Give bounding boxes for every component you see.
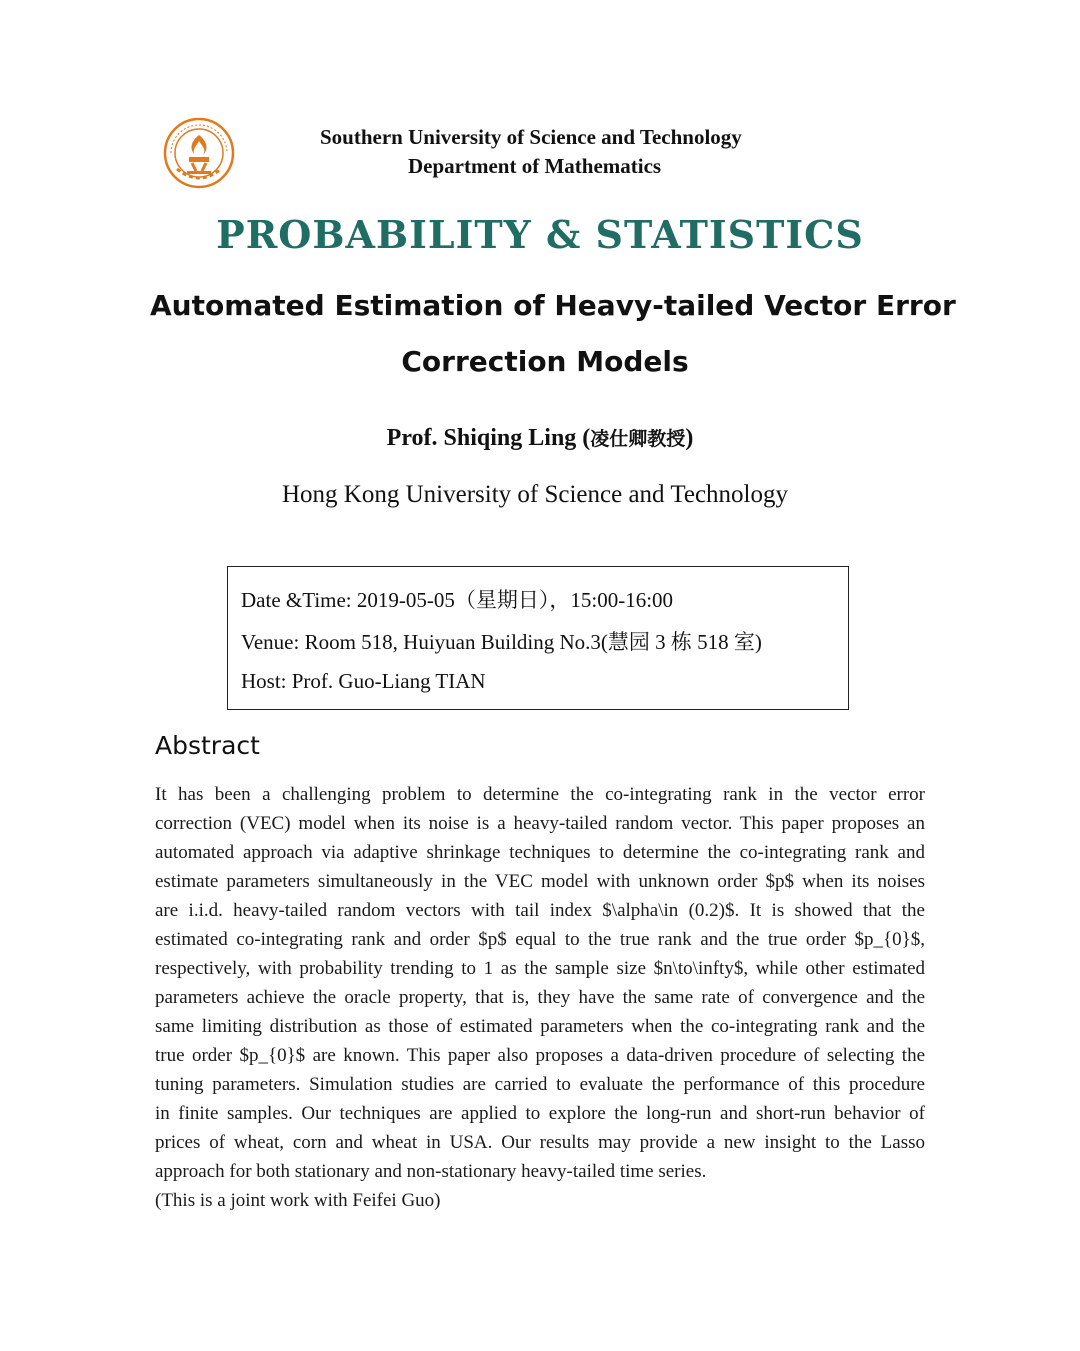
abstract-line: correction (VEC) model when its noise is a heavy-tailed random vector. This paper proposes an bbox=[155, 813, 925, 834]
abstract-line: in finite samples. Our techniques are applied to explore the long-run and short-run behavior of bbox=[155, 1103, 925, 1124]
abstract-line: It has been a challenging problem to determine the co-integrating rank in the vector error bbox=[155, 784, 925, 805]
university-name: Southern University of Science and Technology bbox=[320, 125, 742, 149]
abstract-line: tuning parameters. Simulation studies are carried to evaluate the performance of this procedure bbox=[155, 1074, 925, 1095]
abstract-line: parameters achieve the oracle property, that is, they have the same rate of convergence and the bbox=[155, 987, 925, 1008]
abstract-line: same limiting distribution as those of estimated parameters when the co-integrating rank and the bbox=[155, 1016, 925, 1037]
abstract-line: approach for both stationary and non-stationary heavy-tailed time series. bbox=[155, 1161, 707, 1182]
university-seal-icon bbox=[163, 117, 235, 189]
speaker-name bbox=[0, 424, 1080, 452]
abstract-line: automated approach via adaptive shrinkage techniques to determine the co-integrating rank and bbox=[155, 842, 925, 863]
abstract-line: are i.i.d. heavy-tailed random vectors with tail index $\alpha\in (0.2)$. It is showed that the bbox=[155, 900, 925, 921]
talk-title-line-2: Correction Models bbox=[401, 345, 689, 378]
abstract-line: prices of wheat, corn and wheat in USA. Our results may provide a new insight to the Lasso bbox=[155, 1132, 925, 1153]
speaker-name-close: ) bbox=[685, 425, 694, 451]
abstract-line: respectively, with probability trending to 1 as the sample size $n\to\infty$, while other estimated bbox=[155, 958, 925, 979]
series-title: PROBABILITY & STATISTICS bbox=[216, 212, 864, 257]
abstract-heading: Abstract bbox=[155, 731, 260, 760]
speaker-name-cn: 凌仕卿教授 bbox=[590, 428, 686, 450]
host: Host: Prof. Guo-Liang TIAN bbox=[241, 669, 486, 693]
talk-title-line-1: Automated Estimation of Heavy-tailed Vector Error bbox=[150, 289, 956, 322]
department-name: Department of Mathematics bbox=[408, 154, 662, 178]
date-time: Date &Time: 2019-05-05（星期日），15:00-16:00 bbox=[241, 588, 674, 612]
abstract-note: (This is a joint work with Feifei Guo) bbox=[155, 1190, 441, 1211]
speaker-name-en: Prof. Shiqing Ling ( bbox=[386, 425, 591, 451]
abstract-line: estimate parameters simultaneously in the VEC model with unknown order $p$ when its noises bbox=[155, 871, 925, 892]
abstract-line: true order $p_{0}$ are known. This paper also proposes a data-driven procedure of selecting the bbox=[155, 1045, 925, 1066]
speaker-affiliation: Hong Kong University of Science and Technology bbox=[281, 481, 789, 508]
abstract-line: estimated co-integrating rank and order $p$ equal to the true rank and the true order $p_{0}$, bbox=[155, 929, 925, 950]
abstract-body bbox=[155, 780, 925, 1215]
venue: Venue: Room 518, Huiyuan Building No.3(慧园 3 栋 518 室) bbox=[241, 630, 762, 654]
event-info-box bbox=[227, 566, 849, 710]
